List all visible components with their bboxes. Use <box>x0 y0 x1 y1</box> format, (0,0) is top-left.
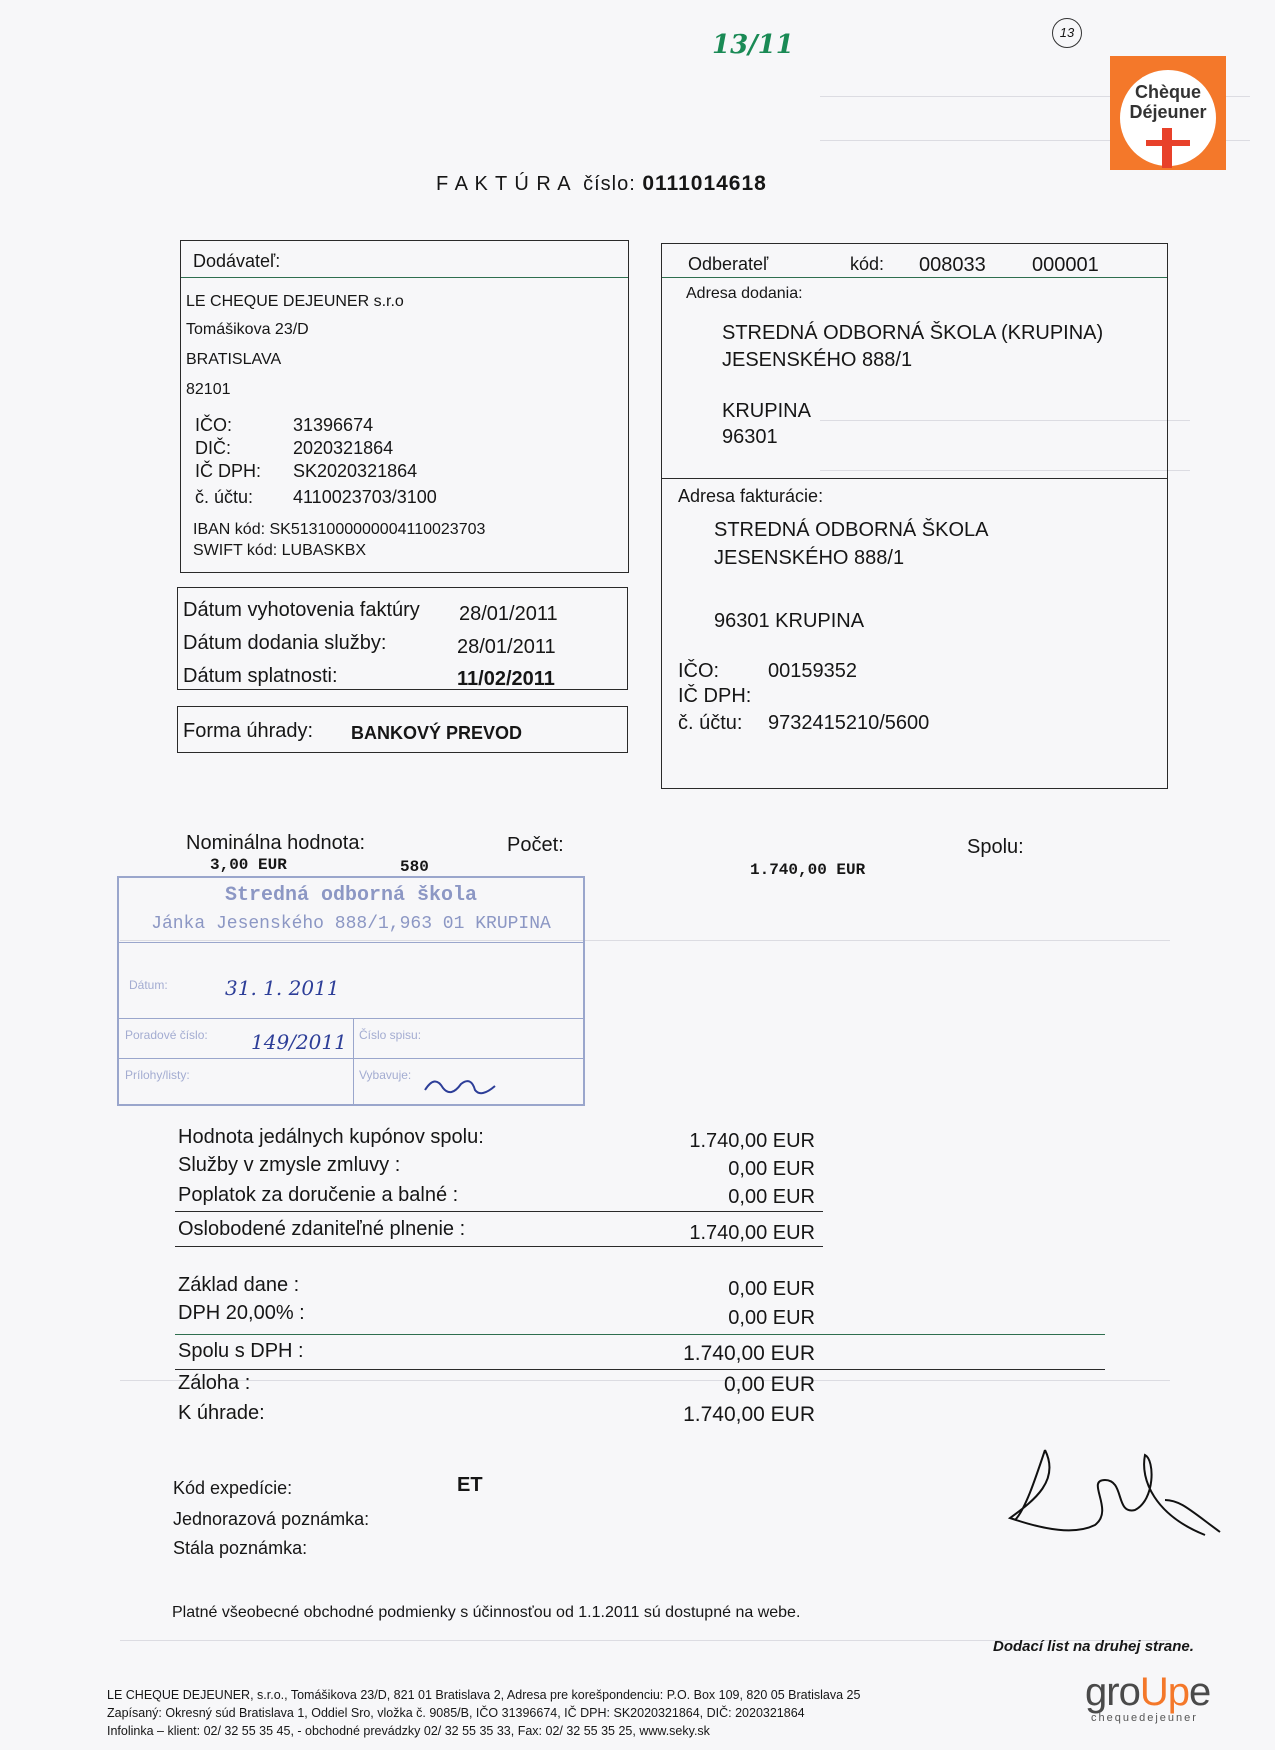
summary-label-5: DPH 20,00% : <box>178 1302 305 1324</box>
supplier-dic-label: DIČ: <box>195 438 231 458</box>
customer-ico-label: IČO: <box>678 660 720 682</box>
count-label: Počet: <box>507 834 564 856</box>
supplier-street: Tomášikova 23/D <box>186 321 309 338</box>
supplier-name: LE CHEQUE DEJEUNER s.r.o <box>186 293 404 310</box>
delivery-name: STREDNÁ ODBORNÁ ŠKOLA (KRUPINA) <box>722 322 1104 344</box>
footer-line-3: Infolinka – klient: 02/ 32 55 35 45, - obchodné prevádzky 02/ 32 55 35 33, Fax: 02/ 32 55 35 25, www.seky.sk <box>107 1724 710 1738</box>
summary-value-2: 0,00 EUR <box>728 1186 815 1208</box>
customer-account-label: č. účtu: <box>678 712 743 734</box>
footer-line-1: LE CHEQUE DEJEUNER, s.r.o., Tomášikova 23/D, 821 01 Bratislava 2, Adresa pre korešpondenciu: P.O. Box 109, 820 05 Bratislava 25 <box>107 1688 861 1702</box>
supplier-dic: 2020321864 <box>293 438 394 458</box>
delivery-date: 28/01/2011 <box>457 636 556 658</box>
footer-line-2: Zapísaný: Okresný súd Bratislava 1, Oddiel Sro, vložka č. 9085/B, IČO 31396674, IČ DPH: SK2020321864, DIČ: 2020321864 <box>107 1706 805 1720</box>
supplier-heading: Dodávateľ: <box>193 251 281 271</box>
supplier-account-label: č. účtu: <box>195 487 254 507</box>
stamp-line1: Stredná odborná škola <box>224 884 478 907</box>
delivery-date-label: Dátum dodania služby: <box>183 632 387 654</box>
supplier-ico: 31396674 <box>293 415 374 435</box>
summary-value-4: 0,00 EUR <box>728 1278 815 1300</box>
dates-box <box>177 587 628 690</box>
signature-icon <box>1005 1440 1235 1550</box>
terms-note: Platné všeobecné obchodné podmienky s účinnosťou od 1.1.2011 sú dostupné na webe. <box>172 1604 801 1621</box>
supplier-icdph-label: IČ DPH: <box>195 461 262 481</box>
billing-name: STREDNÁ ODBORNÁ ŠKOLA <box>714 519 989 541</box>
title-word: F A K T Ú R A <box>436 173 571 195</box>
stamp-date-label: Dátum: <box>129 978 168 992</box>
summary-value-3: 1.740,00 EUR <box>689 1222 815 1244</box>
issue-date-label: Dátum vyhotovenia faktúry <box>183 599 420 621</box>
delivery-zip: 96301 <box>722 426 778 448</box>
summary-label-8: K úhrade: <box>178 1402 265 1424</box>
invoice-number: 0111014618 <box>642 172 767 195</box>
due-date: 11/02/2011 <box>457 668 555 690</box>
customer-kod2: 000001 <box>1032 254 1099 276</box>
nominal-value: 3,00 EUR <box>210 856 287 874</box>
customer-account: 9732415210/5600 <box>768 712 930 734</box>
expedition-code-label: Kód expedície: <box>173 1478 293 1498</box>
group-logo-left: gro <box>1085 1670 1140 1714</box>
summary-label-1: Služby v zmysle zmluvy : <box>178 1154 401 1176</box>
group-logo-right: e <box>1188 1670 1211 1714</box>
summary-divider-4 <box>175 1369 1105 1370</box>
logo-cross-icon <box>1162 128 1172 168</box>
summary-label-0: Hodnota jedálnych kupónov spolu: <box>178 1126 484 1148</box>
payment-label: Forma úhrady: <box>183 720 314 742</box>
one-time-note-label: Jednorazová poznámka: <box>173 1509 370 1529</box>
delivery-street: JESENSKÉHO 888/1 <box>722 349 913 371</box>
billing-address-label: Adresa fakturácie: <box>678 486 824 506</box>
customer-ico: 00159352 <box>768 660 857 682</box>
summary-label-7: Záloha : <box>178 1372 251 1394</box>
permanent-note-label: Stála poznámka: <box>173 1538 308 1558</box>
delivery-note-reference: Dodací list na druhej strane. <box>993 1638 1194 1655</box>
group-logo-mid: Up <box>1139 1670 1189 1714</box>
payment-box <box>177 706 628 753</box>
supplier-ico-label: IČO: <box>195 415 233 435</box>
summary-divider-2 <box>175 1246 823 1247</box>
summary-value-6: 1.740,00 EUR <box>683 1342 815 1365</box>
supplier-swift: SWIFT kód: LUBASKBX <box>193 542 367 559</box>
logo-text-line2: Déjeuner <box>1129 102 1207 122</box>
supplier-iban: IBAN kód: SK5131000000004110023703 <box>193 521 486 538</box>
stamp-poradove-label: Poradové číslo: <box>125 1028 208 1042</box>
payment-value: BANKOVÝ PREVOD <box>351 723 523 743</box>
summary-value-7: 0,00 EUR <box>723 1373 815 1396</box>
supplier-box <box>180 240 629 573</box>
registry-stamp <box>117 876 585 1106</box>
nominal-label: Nominálna hodnota: <box>186 832 366 854</box>
supplier-account: 4110023703/3100 <box>293 487 437 507</box>
summary-label-4: Základ dane : <box>178 1274 300 1296</box>
stamp-line2: Jánka Jesenského 888/1,963 01 KRUPINA <box>151 914 551 934</box>
group-logo <box>1085 1672 1235 1732</box>
customer-kod1: 008033 <box>919 254 986 276</box>
handwritten-number: 13/11 <box>712 30 794 60</box>
customer-box <box>661 243 1168 789</box>
delivery-address-label: Adresa dodania: <box>686 285 803 302</box>
summary-label-6: Spolu s DPH : <box>178 1340 304 1362</box>
total-label: Spolu: <box>967 836 1024 858</box>
delivery-city: KRUPINA <box>722 400 811 422</box>
customer-icdph-label: IČ DPH: <box>678 685 752 707</box>
supplier-city: BRATISLAVA <box>186 351 282 368</box>
expedition-code: ET <box>457 1474 483 1496</box>
customer-heading: Odberateľ <box>688 254 769 274</box>
stamp-spis-label: Číslo spisu: <box>359 1028 422 1042</box>
stamp-signature-icon <box>419 1068 519 1104</box>
summary-label-2: Poplatok za doručenie a balné : <box>178 1184 459 1206</box>
group-logo-sub: chequedejeuner <box>1091 1712 1198 1724</box>
cislo-label: číslo: <box>583 173 636 195</box>
handwritten-circle: 13 <box>1052 18 1082 48</box>
summary-value-1: 0,00 EUR <box>728 1158 815 1180</box>
summary-label-3: Oslobodené zdaniteľné plnenie : <box>178 1218 466 1240</box>
summary-divider-3 <box>175 1334 1105 1335</box>
customer-kod-label: kód: <box>850 254 885 274</box>
supplier-zip: 82101 <box>186 381 231 398</box>
count-value: 580 <box>400 858 429 876</box>
summary-divider-1 <box>175 1211 823 1212</box>
stamp-poradove: 149/2011 <box>251 1030 347 1054</box>
summary-value-0: 1.740,00 EUR <box>689 1130 815 1152</box>
total-value: 1.740,00 EUR <box>750 861 866 879</box>
billing-street: JESENSKÉHO 888/1 <box>714 547 905 569</box>
stamp-vybavuje-label: Vybavuje: <box>359 1068 412 1082</box>
due-date-label: Dátum splatnosti: <box>183 665 338 687</box>
cheque-dejeuner-logo <box>1110 56 1226 170</box>
summary-value-8: 1.740,00 EUR <box>683 1403 815 1426</box>
logo-text-line1: Chèque <box>1134 82 1201 102</box>
summary-value-5: 0,00 EUR <box>728 1307 815 1329</box>
billing-city: 96301 KRUPINA <box>714 610 865 632</box>
invoice-title <box>436 172 767 196</box>
stamp-date: 31. 1. 2011 <box>225 976 340 1000</box>
issue-date: 28/01/2011 <box>459 603 558 625</box>
supplier-icdph: SK2020321864 <box>293 461 418 481</box>
stamp-prilohy-label: Prílohy/listy: <box>125 1068 190 1082</box>
